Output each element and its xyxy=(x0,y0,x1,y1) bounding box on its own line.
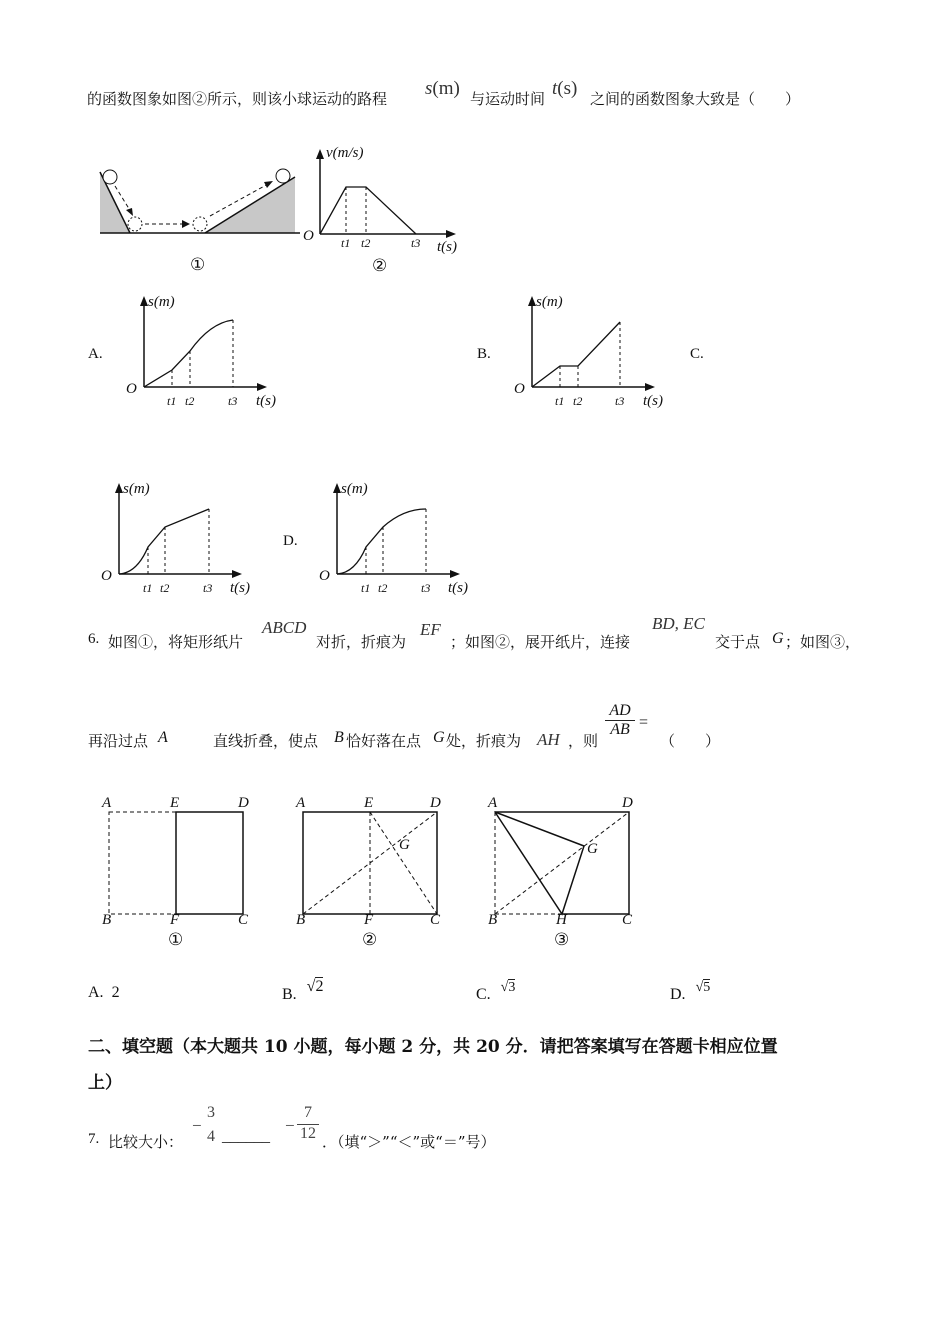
q5-intro-line xyxy=(87,88,387,109)
q6-abcd: ABCD xyxy=(262,618,307,637)
q6-b-point: B xyxy=(334,729,344,746)
q6-f1-caption: ① xyxy=(168,930,184,949)
q7-fraction-1 xyxy=(203,1104,219,1146)
q7-f1-num: 3 xyxy=(207,1104,215,1121)
q7-minus-2: − xyxy=(285,1116,295,1135)
q6-figure-2 xyxy=(292,790,452,950)
q6-paren: （ ） xyxy=(660,732,721,750)
q5-fig2-caption: ② xyxy=(372,256,388,275)
q5-c-t2: t2 xyxy=(160,581,170,595)
q5-c-origin: O xyxy=(101,568,112,584)
q5-c-t3: t3 xyxy=(203,581,213,595)
q6-f3-G: G xyxy=(587,841,598,857)
section2-heading-line1: 二、填空题（本大题共 10 小题，每小题 2 分，共 20 分．请把答案填写在答题卡相应位置 xyxy=(88,1037,778,1057)
q6-text-e: ；如图③， xyxy=(785,633,861,651)
q6-text-b: 对折，折痕为 xyxy=(316,633,407,651)
q5-a-origin: O xyxy=(126,381,137,397)
q6-f3-H: H xyxy=(556,912,567,928)
q5-option-a-label[interactable]: A. xyxy=(88,346,103,362)
q6-f2-D: D xyxy=(430,795,441,811)
q6-f3-A: A xyxy=(488,795,498,811)
q6-f1-E: E xyxy=(170,795,180,811)
q5-a-t3: t3 xyxy=(228,394,238,408)
q6-number: 6. xyxy=(88,631,100,647)
q5-figure-2-vt-graph xyxy=(300,140,470,280)
q6-a-point: A xyxy=(158,729,168,746)
q6-g-point-2: G xyxy=(433,729,445,746)
q7-tail: ．（填“＞”“＜”或“＝”号） xyxy=(322,1133,496,1151)
q6-f3-caption: ③ xyxy=(554,930,570,949)
q5-option-c-graph[interactable] xyxy=(95,475,265,600)
q6-f1-F: F xyxy=(170,912,180,928)
q5-option-a-graph[interactable] xyxy=(120,288,290,413)
q5-b-t1: t1 xyxy=(555,394,565,408)
q5-b-t2: t2 xyxy=(573,394,583,408)
q6-option-b[interactable]: B. √2 xyxy=(282,978,324,1003)
q6-sqrt3: 3 xyxy=(508,980,516,995)
q6-ef: EF xyxy=(420,620,441,639)
section2-heading-line2: 上） xyxy=(88,1073,122,1093)
q5-d-t2: t2 xyxy=(378,581,388,595)
q5-a-xlabel: t(s) xyxy=(256,393,276,409)
q6-fraction xyxy=(605,702,635,739)
q7-f1-den: 4 xyxy=(207,1128,215,1145)
q7-text: 比较大小： xyxy=(108,1133,184,1151)
q7-f2-num: 7 xyxy=(304,1104,312,1121)
q6-line2-c: 恰好落在点 xyxy=(346,732,422,750)
q5-fig2-t2: t2 xyxy=(361,236,371,250)
q5-fig2-origin: O xyxy=(303,228,314,244)
q5-b-xlabel: t(s) xyxy=(643,393,663,409)
q5-option-b-label[interactable]: B. xyxy=(477,346,491,362)
q6-g-point: G xyxy=(772,630,784,647)
q5-c-t1: t1 xyxy=(143,581,153,595)
q6-sqrt2: 2 xyxy=(315,978,324,995)
q7-f2-den: 12 xyxy=(297,1124,319,1143)
q5-c-ylabel: s(m) xyxy=(123,481,150,497)
q5-intro-c: 之间的函数图象大致是（ ） xyxy=(590,90,801,108)
q6-line2-e: ，则 xyxy=(568,732,599,750)
q5-intro-a: 的函数图象如图②所示，则该小球运动的路程 xyxy=(87,90,388,108)
q6-figure-3 xyxy=(484,790,644,950)
q6-f2-caption: ② xyxy=(362,930,378,949)
q7-minus-1: − xyxy=(192,1116,202,1135)
q5-a-ylabel: s(m) xyxy=(148,294,175,310)
q5-option-c-label[interactable]: C. xyxy=(690,346,704,362)
q7-number: 7. xyxy=(88,1131,100,1147)
q5-b-t3: t3 xyxy=(615,394,625,408)
q6-sqrt5: 5 xyxy=(703,980,711,995)
q5-option-d-label[interactable]: D. xyxy=(283,533,298,549)
q6-f1-A: A xyxy=(102,795,112,811)
q6-text-c: ；如图②，展开纸片，连接 xyxy=(450,633,631,651)
q5-figure-1-ramp xyxy=(95,160,310,280)
q6-option-d[interactable]: D. √5 xyxy=(670,980,711,1003)
q5-a-t2: t2 xyxy=(185,394,195,408)
q6-figure-1 xyxy=(98,790,258,950)
q5-b-origin: O xyxy=(514,381,525,397)
q5-t-s-expr: t(s) xyxy=(552,78,578,99)
q6-line2-b: 直线折叠，使点 xyxy=(213,732,319,750)
q5-intro-b: 与运动时间 xyxy=(470,90,546,108)
q5-fig2-t3: t3 xyxy=(411,236,421,250)
q5-d-t3: t3 xyxy=(421,581,431,595)
q6-frac-den: AB xyxy=(605,720,635,739)
q6-option-a[interactable]: A. 2 xyxy=(88,984,120,1001)
q5-option-d-graph[interactable] xyxy=(313,475,483,600)
q5-d-ylabel: s(m) xyxy=(341,481,368,497)
q6-f3-C: C xyxy=(622,912,633,928)
q5-option-b-graph[interactable] xyxy=(508,288,678,413)
q6-text-a: 如图①，将矩形纸片 xyxy=(108,633,244,651)
q6-option-c[interactable]: C. √3 xyxy=(476,980,516,1003)
q6-f2-E: E xyxy=(364,795,374,811)
q5-fig2-ylabel: v(m/s) xyxy=(326,145,364,161)
q5-b-ylabel: s(m) xyxy=(536,294,563,310)
q6-line2-a: 再沿过点 xyxy=(88,732,149,750)
q5-c-xlabel: t(s) xyxy=(230,580,250,596)
q5-fig2-xlabel: t(s) xyxy=(437,239,457,255)
q5-s-m-expr: s(m) xyxy=(425,78,460,99)
q6-f2-B: B xyxy=(296,912,306,928)
q5-d-origin: O xyxy=(319,568,330,584)
q5-fig1-caption: ① xyxy=(190,255,206,274)
q5-a-t1: t1 xyxy=(167,394,177,408)
q7-blank[interactable]: ______ xyxy=(222,1128,270,1145)
q6-ah: AH xyxy=(537,730,560,749)
q6-f2-F: F xyxy=(364,912,374,928)
q6-text-d: 交于点 xyxy=(715,633,761,651)
q6-f1-D: D xyxy=(238,795,249,811)
q6-f2-G: G xyxy=(399,837,410,853)
q6-f3-D: D xyxy=(622,795,633,811)
q6-f2-A: A xyxy=(296,795,306,811)
q6-bdec: BD, EC xyxy=(652,614,705,633)
q6-line2-d: 处，折痕为 xyxy=(446,732,522,750)
q6-f1-C: C xyxy=(238,912,249,928)
q5-d-t1: t1 xyxy=(361,581,371,595)
q6-f2-C: C xyxy=(430,912,441,928)
q5-d-xlabel: t(s) xyxy=(448,580,468,596)
q6-f3-B: B xyxy=(488,912,498,928)
q5-fig2-t1: t1 xyxy=(341,236,351,250)
q6-f1-B: B xyxy=(102,912,112,928)
q6-frac-num: AD xyxy=(609,702,631,719)
q7-fraction-2 xyxy=(297,1104,319,1143)
q6-equals: = xyxy=(639,714,649,731)
